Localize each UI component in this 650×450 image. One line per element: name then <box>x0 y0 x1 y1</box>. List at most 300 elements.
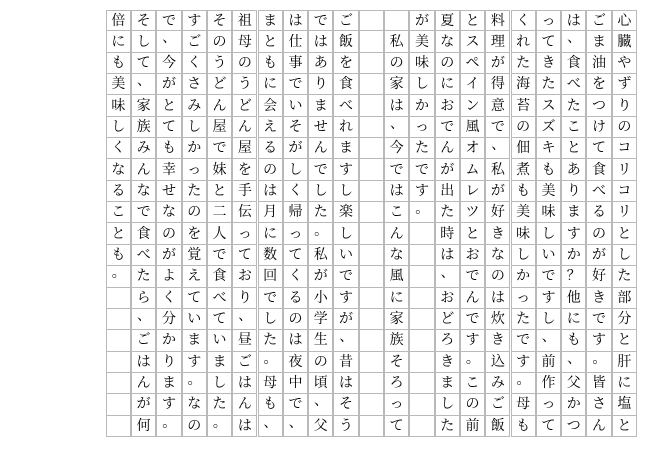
manuscript-cell: し <box>436 394 459 415</box>
manuscript-cell: か <box>410 95 433 116</box>
manuscript-column <box>384 10 409 437</box>
manuscript-column <box>283 10 308 437</box>
manuscript-cell: 飯 <box>486 416 509 437</box>
manuscript-cell: く <box>512 10 535 31</box>
manuscript-cell <box>360 224 383 245</box>
manuscript-cell: 味 <box>512 224 535 245</box>
manuscript-cell: か <box>562 394 585 415</box>
manuscript-cell: 理 <box>486 31 509 52</box>
manuscript-cell: と <box>157 95 180 116</box>
manuscript-cell: け <box>587 117 610 138</box>
manuscript-cell: な <box>157 202 180 223</box>
manuscript-cell: 。 <box>461 352 484 373</box>
manuscript-cell: に <box>259 74 282 95</box>
manuscript-cell: ず <box>613 74 636 95</box>
manuscript-cell: に <box>613 373 636 394</box>
manuscript-cell: た <box>259 330 282 351</box>
manuscript-cell: あ <box>309 53 332 74</box>
manuscript-cell: し <box>410 74 433 95</box>
manuscript-cell <box>410 373 433 394</box>
manuscript-cell: コ <box>613 181 636 202</box>
manuscript-cell: て <box>537 31 560 52</box>
manuscript-cell: ら <box>132 288 155 309</box>
manuscript-cell: 皆 <box>587 373 610 394</box>
manuscript-cell <box>107 309 130 330</box>
manuscript-cell: ど <box>436 309 459 330</box>
manuscript-cell: き <box>486 330 509 351</box>
manuscript-cell: は <box>436 245 459 266</box>
manuscript-cell: 美 <box>512 202 535 223</box>
manuscript-cell: は <box>284 330 307 351</box>
manuscript-cell: は <box>309 31 332 52</box>
manuscript-cell: は <box>233 416 256 437</box>
manuscript-cell <box>410 266 433 287</box>
manuscript-cell: が <box>436 159 459 180</box>
manuscript-cell: 母 <box>233 31 256 52</box>
manuscript-cell: で <box>284 394 307 415</box>
manuscript-cell <box>360 202 383 223</box>
manuscript-cell: し <box>284 159 307 180</box>
manuscript-cell: が <box>587 245 610 266</box>
manuscript-cell: ズ <box>537 117 560 138</box>
manuscript-cell <box>360 95 383 116</box>
manuscript-cell: 美 <box>107 74 130 95</box>
manuscript-cell: な <box>436 31 459 52</box>
manuscript-cell: る <box>284 288 307 309</box>
manuscript-cell <box>107 394 130 415</box>
manuscript-cell: ん <box>208 95 231 116</box>
manuscript-cell: り <box>613 95 636 116</box>
manuscript-cell: 好 <box>486 202 509 223</box>
manuscript-cell: 油 <box>587 53 610 74</box>
manuscript-cell: も <box>512 181 535 202</box>
manuscript-cell: し <box>183 117 206 138</box>
manuscript-cell: ま <box>334 138 357 159</box>
manuscript-column <box>612 10 637 437</box>
manuscript-cell: そ <box>334 394 357 415</box>
manuscript-cell: は <box>132 352 155 373</box>
manuscript-cell: 心 <box>613 10 636 31</box>
manuscript-cell: し <box>309 181 332 202</box>
manuscript-cell: し <box>259 309 282 330</box>
manuscript-cell: た <box>410 138 433 159</box>
manuscript-cell: 私 <box>486 159 509 180</box>
manuscript-cell: 夏 <box>436 10 459 31</box>
manuscript-cell: ん <box>461 288 484 309</box>
manuscript-cell: が <box>486 53 509 74</box>
manuscript-cell: お <box>233 266 256 287</box>
manuscript-cell: は <box>284 10 307 31</box>
manuscript-cell: 、 <box>436 266 459 287</box>
manuscript-cell: た <box>436 416 459 437</box>
manuscript-cell: の <box>613 117 636 138</box>
manuscript-cell <box>107 416 130 437</box>
manuscript-cell: よ <box>157 266 180 287</box>
manuscript-cell: た <box>309 202 332 223</box>
manuscript-cell <box>360 330 383 351</box>
manuscript-cell: も <box>259 53 282 74</box>
manuscript-cell <box>410 224 433 245</box>
manuscript-cell: す <box>183 10 206 31</box>
manuscript-cell: ま <box>587 31 610 52</box>
manuscript-cell: ま <box>183 330 206 351</box>
manuscript-cell: は <box>334 373 357 394</box>
manuscript-cell: の <box>284 309 307 330</box>
manuscript-cell: 佃 <box>512 138 535 159</box>
manuscript-cell: 仕 <box>284 31 307 52</box>
manuscript-column <box>586 10 611 437</box>
manuscript-cell <box>410 245 433 266</box>
manuscript-cell: ん <box>132 159 155 180</box>
manuscript-cell: を <box>183 224 206 245</box>
manuscript-cell: 食 <box>208 266 231 287</box>
manuscript-cell: た <box>512 309 535 330</box>
manuscript-cell: え <box>183 266 206 287</box>
manuscript-cell: で <box>385 159 408 180</box>
manuscript-cell: に <box>259 224 282 245</box>
manuscript-cell: 、 <box>259 416 282 437</box>
manuscript-cell: せ <box>309 117 332 138</box>
manuscript-cell: き <box>537 53 560 74</box>
manuscript-cell: 。 <box>309 224 332 245</box>
manuscript-cell: ス <box>537 95 560 116</box>
manuscript-cell: 。 <box>259 352 282 373</box>
manuscript-cell <box>410 288 433 309</box>
manuscript-cell: す <box>461 330 484 351</box>
manuscript-column <box>131 10 156 437</box>
manuscript-cell: た <box>537 74 560 95</box>
manuscript-cell: ご <box>183 31 206 52</box>
manuscript-cell: に <box>562 309 585 330</box>
manuscript-cell: ま <box>562 202 585 223</box>
manuscript-cell: で <box>309 10 332 31</box>
manuscript-cell: お <box>461 245 484 266</box>
manuscript-cell: か <box>512 266 535 287</box>
manuscript-cell: す <box>562 224 585 245</box>
manuscript-cell: が <box>284 138 307 159</box>
manuscript-cell: お <box>436 95 459 116</box>
manuscript-cell: る <box>107 181 130 202</box>
manuscript-cell: 飯 <box>334 31 357 52</box>
manuscript-cell: て <box>587 138 610 159</box>
manuscript-cell <box>107 373 130 394</box>
manuscript-cell: 。 <box>157 416 180 437</box>
manuscript-cell: 、 <box>309 394 332 415</box>
manuscript-cell: こ <box>107 202 130 223</box>
manuscript-cell <box>410 352 433 373</box>
manuscript-cell: し <box>537 309 560 330</box>
manuscript-cell: う <box>208 53 231 74</box>
manuscript-cell: で <box>259 288 282 309</box>
manuscript-cell: れ <box>512 31 535 52</box>
manuscript-cell: 族 <box>132 117 155 138</box>
manuscript-cell: と <box>613 224 636 245</box>
manuscript-cell: も <box>259 394 282 415</box>
manuscript-cell: ど <box>233 95 256 116</box>
manuscript-cell <box>360 352 383 373</box>
manuscript-cell: 、 <box>233 309 256 330</box>
manuscript-cell: 味 <box>537 202 560 223</box>
manuscript-cell: や <box>613 53 636 74</box>
manuscript-cell: て <box>132 53 155 74</box>
manuscript-cell: 、 <box>284 416 307 437</box>
manuscript-cell: 時 <box>436 224 459 245</box>
manuscript-cell: ム <box>461 159 484 180</box>
manuscript-cell: は <box>259 181 282 202</box>
manuscript-cell: 倍 <box>107 10 130 31</box>
manuscript-cell: い <box>208 330 231 351</box>
manuscript-column <box>536 10 561 437</box>
manuscript-cell: っ <box>410 117 433 138</box>
manuscript-column <box>308 10 333 437</box>
manuscript-cell: る <box>259 138 282 159</box>
manuscript-cell: し <box>512 245 535 266</box>
manuscript-cell: う <box>233 74 256 95</box>
manuscript-cell: っ <box>183 159 206 180</box>
manuscript-cell: 、 <box>537 330 560 351</box>
manuscript-cell: て <box>284 245 307 266</box>
manuscript-cell: な <box>183 394 206 415</box>
manuscript-cell: 塩 <box>613 394 636 415</box>
manuscript-cell: つ <box>562 416 585 437</box>
manuscript-cell: か <box>157 330 180 351</box>
manuscript-cell: 味 <box>410 53 433 74</box>
manuscript-cell: り <box>309 74 332 95</box>
manuscript-cell: キ <box>537 138 560 159</box>
manuscript-cell: さ <box>587 394 610 415</box>
manuscript-cell: 今 <box>385 138 408 159</box>
manuscript-cell: り <box>562 181 585 202</box>
manuscript-cell: す <box>512 352 535 373</box>
manuscript-cell: ？ <box>562 266 585 287</box>
manuscript-cell: 中 <box>284 373 307 394</box>
manuscript-cell: は <box>385 181 408 202</box>
manuscript-cell: 手 <box>233 181 256 202</box>
manuscript-cell: に <box>385 288 408 309</box>
manuscript-cell: さ <box>183 74 206 95</box>
manuscript-cell: た <box>613 266 636 287</box>
manuscript-cell <box>360 10 383 31</box>
manuscript-cell: と <box>461 10 484 31</box>
manuscript-cell <box>410 330 433 351</box>
manuscript-column <box>207 10 232 437</box>
manuscript-cell: は <box>233 373 256 394</box>
manuscript-column <box>561 10 586 437</box>
manuscript-cell: の <box>587 224 610 245</box>
manuscript-cell: コ <box>613 138 636 159</box>
manuscript-cell: 苔 <box>512 95 535 116</box>
manuscript-cell: し <box>613 245 636 266</box>
manuscript-cell: た <box>562 95 585 116</box>
manuscript-cell <box>107 288 130 309</box>
manuscript-cell <box>360 416 383 437</box>
manuscript-cell: ま <box>309 95 332 116</box>
manuscript-cell: つ <box>587 95 610 116</box>
manuscript-cell: す <box>334 288 357 309</box>
manuscript-cell: ん <box>309 138 332 159</box>
manuscript-cell <box>410 416 433 437</box>
manuscript-cell: で <box>486 117 509 138</box>
manuscript-cell: を <box>233 159 256 180</box>
manuscript-cell: に <box>436 74 459 95</box>
manuscript-cell: 料 <box>486 10 509 31</box>
manuscript-cell: と <box>107 224 130 245</box>
manuscript-cell: 夜 <box>284 352 307 373</box>
manuscript-cell: 屋 <box>233 138 256 159</box>
manuscript-cell: ご <box>334 10 357 31</box>
manuscript-column <box>232 10 257 437</box>
manuscript-cell: で <box>208 245 231 266</box>
manuscript-cell: ん <box>233 394 256 415</box>
manuscript-cell: 。 <box>410 202 433 223</box>
manuscript-cell: 好 <box>587 266 610 287</box>
manuscript-cell: ん <box>132 373 155 394</box>
manuscript-cell: り <box>233 288 256 309</box>
manuscript-cell: ン <box>461 95 484 116</box>
manuscript-cell: で <box>512 330 535 351</box>
manuscript-cell <box>107 352 130 373</box>
manuscript-cell: こ <box>562 117 585 138</box>
manuscript-cell: 分 <box>157 309 180 330</box>
manuscript-cell: 。 <box>587 352 610 373</box>
manuscript-cell: ご <box>132 330 155 351</box>
manuscript-cell: 人 <box>208 224 231 245</box>
manuscript-cell: を <box>587 74 610 95</box>
manuscript-cell: あ <box>562 159 585 180</box>
manuscript-cell: た <box>132 266 155 287</box>
manuscript-cell: も <box>512 416 535 437</box>
manuscript-cell: っ <box>537 394 560 415</box>
manuscript-cell: 父 <box>562 373 585 394</box>
manuscript-cell: た <box>436 202 459 223</box>
manuscript-cell: う <box>334 416 357 437</box>
manuscript-cell: 家 <box>385 74 408 95</box>
manuscript-cell: も <box>107 245 130 266</box>
manuscript-cell: 、 <box>385 117 408 138</box>
manuscript-cell: の <box>208 31 231 52</box>
manuscript-cell: 食 <box>562 53 585 74</box>
manuscript-cell: も <box>537 159 560 180</box>
manuscript-cell: す <box>537 288 560 309</box>
manuscript-column <box>156 10 181 437</box>
manuscript-cell: 何 <box>132 416 155 437</box>
manuscript-cell: ろ <box>436 330 459 351</box>
manuscript-cell: の <box>385 53 408 74</box>
manuscript-cell: 出 <box>436 181 459 202</box>
manuscript-cell: 祖 <box>233 10 256 31</box>
manuscript-cell: ん <box>436 138 459 159</box>
manuscript-cell: み <box>486 373 509 394</box>
manuscript-cell: の <box>486 266 509 287</box>
manuscript-cell: み <box>183 95 206 116</box>
manuscript-cell: イ <box>461 74 484 95</box>
manuscript-cell: 数 <box>259 245 282 266</box>
manuscript-cell: っ <box>512 288 535 309</box>
manuscript-cell: そ <box>132 10 155 31</box>
manuscript-cell: て <box>537 416 560 437</box>
manuscript-cell: 事 <box>284 53 307 74</box>
manuscript-cell: で <box>157 10 180 31</box>
manuscript-cell <box>360 373 383 394</box>
manuscript-cell: で <box>208 138 231 159</box>
manuscript-cell: ご <box>233 352 256 373</box>
manuscript-cell: の <box>157 224 180 245</box>
manuscript-cell: し <box>208 373 231 394</box>
manuscript-cell: 他 <box>562 288 585 309</box>
manuscript-cell: 前 <box>537 352 560 373</box>
manuscript-cell: す <box>334 159 357 180</box>
manuscript-cell: 家 <box>385 309 408 330</box>
manuscript-cell: 、 <box>562 352 585 373</box>
manuscript-cell: 分 <box>613 309 636 330</box>
manuscript-cell: 食 <box>587 159 610 180</box>
manuscript-cell: お <box>436 288 459 309</box>
manuscript-column <box>460 10 485 437</box>
manuscript-cell: は <box>385 95 408 116</box>
manuscript-cell: 込 <box>486 352 509 373</box>
manuscript-cell: て <box>233 245 256 266</box>
manuscript-cell: の <box>436 53 459 74</box>
manuscript-column <box>359 10 384 437</box>
manuscript-cell: し <box>334 181 357 202</box>
manuscript-cell: た <box>512 53 535 74</box>
manuscript-cell: と <box>613 330 636 351</box>
manuscript-cell: 食 <box>334 74 357 95</box>
manuscript-cell: 、 <box>486 138 509 159</box>
manuscript-cell: 美 <box>410 31 433 52</box>
manuscript-cell: 昔 <box>334 352 357 373</box>
manuscript-cell: で <box>410 159 433 180</box>
manuscript-cell: ご <box>587 10 610 31</box>
manuscript-cell: べ <box>562 74 585 95</box>
manuscript-cell: リ <box>613 202 636 223</box>
manuscript-cell: く <box>183 53 206 74</box>
manuscript-cell: せ <box>157 181 180 202</box>
manuscript-cell: 母 <box>259 373 282 394</box>
manuscript-cell: き <box>436 352 459 373</box>
manuscript-cell: 私 <box>385 31 408 52</box>
manuscript-cell <box>360 53 383 74</box>
manuscript-cell <box>360 31 383 52</box>
manuscript-cell: 族 <box>385 330 408 351</box>
manuscript-cell: そ <box>208 10 231 31</box>
manuscript-cell: は <box>562 10 585 31</box>
manuscript-cell: 炊 <box>486 309 509 330</box>
manuscript-cell: 味 <box>107 95 130 116</box>
manuscript-cell: で <box>436 117 459 138</box>
manuscript-cell: し <box>132 31 155 52</box>
manuscript-cell <box>360 309 383 330</box>
manuscript-column <box>435 10 460 437</box>
manuscript-cell: も <box>562 330 585 351</box>
manuscript-cell: が <box>486 181 509 202</box>
manuscript-cell: ご <box>486 394 509 415</box>
manuscript-cell: る <box>587 202 610 223</box>
manuscript-cell: 伝 <box>233 202 256 223</box>
manuscript-cell: 今 <box>157 53 180 74</box>
manuscript-cell: で <box>284 74 307 95</box>
manuscript-column <box>182 10 207 437</box>
manuscript-cell <box>360 181 383 202</box>
manuscript-cell: く <box>157 288 180 309</box>
manuscript-cell: し <box>537 224 560 245</box>
manuscript-column <box>333 10 358 437</box>
manuscript-cell: い <box>183 309 206 330</box>
manuscript-cell: 回 <box>259 266 282 287</box>
manuscript-cell: の <box>309 352 332 373</box>
manuscript-cell: ツ <box>461 202 484 223</box>
manuscript-cell: は <box>486 288 509 309</box>
